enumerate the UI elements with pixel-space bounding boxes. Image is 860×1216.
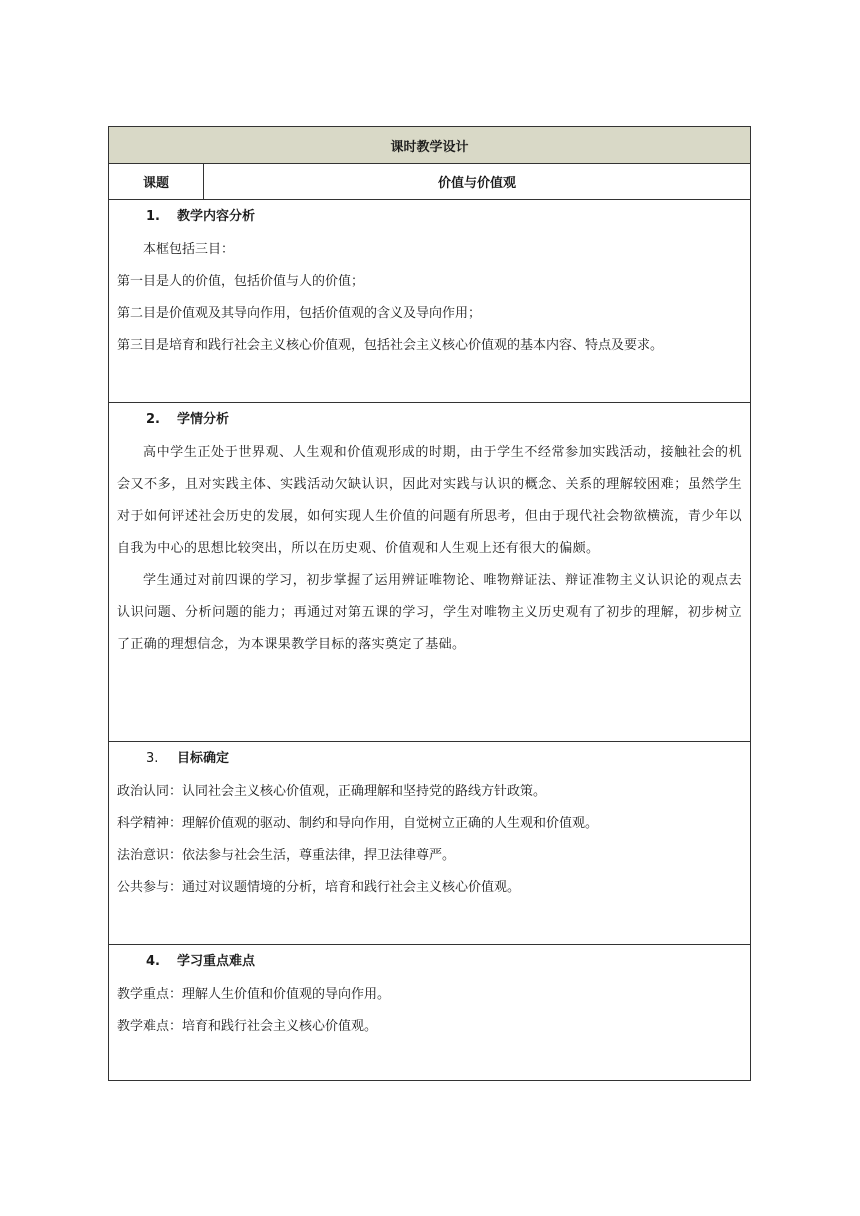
section-heading (117, 945, 742, 979)
section-number: 1. (146, 209, 160, 224)
section-title: 目标确定 (177, 751, 230, 766)
section-paragraph: 高中学生正处于世界观、人生观和价值观形成的时期，由于学生不经常参加实践活动，接触社会的机会又不多，且对实践主体、实践活动欠缺认识，因此对实践与认识的概念、关系的理解较困难；虽然学生对于如何评述社会历史的发展，如何实现人生价值的问题有所思考，但由于现代社会物欲横流，青少年以自我为中心的思想比较突出，所以在历史观、价值观和人生观上还有很大的偏颇。 (117, 445, 742, 556)
section-line: 政治认同：认同社会主义核心价值观，正确理解和坚持党的路线方针政策。 (117, 784, 547, 799)
section-title: 学习重点难点 (177, 954, 256, 969)
section-student-analysis (109, 403, 750, 742)
section-line: 法治意识：依法参与社会生活，尊重法律，捍卫法律尊严。 (117, 848, 456, 863)
subject-row (109, 164, 750, 200)
section-objectives (109, 742, 750, 945)
section-heading (117, 403, 742, 437)
section-line: 公共参与：通过对议题情境的分析，培育和践行社会主义核心价值观。 (117, 880, 521, 895)
section-heading (117, 742, 742, 776)
section-line: 第一目是人的价值，包括价值与人的价值； (117, 274, 365, 289)
subject-label: 课题 (109, 164, 204, 199)
section-title: 学情分析 (177, 412, 230, 427)
section-line: 科学精神：理解价值观的驱动、制约和导向作用，自觉树立正确的人生观和价值观。 (117, 816, 599, 831)
section-number: 4. (146, 954, 160, 969)
section-line: 教学重点：理解人生价值和价值观的导向作用。 (117, 987, 391, 1002)
table-title: 课时教学设计 (109, 127, 750, 164)
section-heading (117, 200, 742, 234)
lesson-design-table (108, 126, 751, 1081)
section-line: 教学难点：培育和践行社会主义核心价值观。 (117, 1019, 378, 1034)
section-key-points (109, 945, 750, 1080)
section-number: 3. (146, 751, 159, 766)
section-title: 教学内容分析 (177, 209, 256, 224)
section-line: 本框包括三目： (143, 242, 235, 257)
section-line: 第二目是价值观及其导向作用，包括价值观的含义及导向作用； (117, 306, 482, 321)
section-paragraph: 学生通过对前四课的学习，初步掌握了运用辨证唯物论、唯物辩证法、辩证准物主义认识论的观点去认识问题、分析问题的能力；再通过对第五课的学习，学生对唯物主义历史观有了初步的理解，初步树立了正确的理想信念，为本课果教学目标的落实奠定了基础。 (117, 573, 742, 652)
subject-value: 价值与价值观 (437, 176, 516, 191)
section-line: 第三目是培育和践行社会主义核心价值观，包括社会主义核心价值观的基本内容、特点及要求。 (117, 338, 664, 353)
section-number: 2. (146, 412, 160, 427)
section-content-analysis (109, 200, 750, 403)
